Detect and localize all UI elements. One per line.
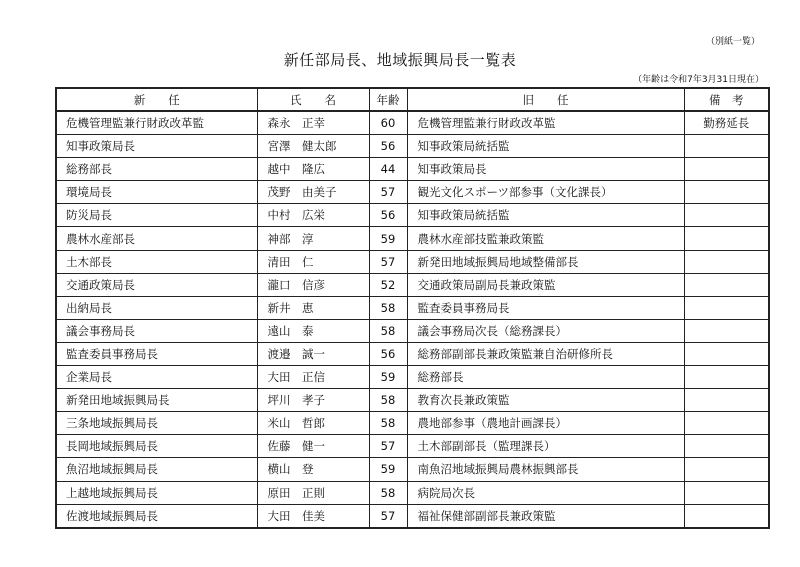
table-row xyxy=(56,504,769,528)
header-new-post: 新 任 xyxy=(56,88,257,111)
name-cell: 大田 正信 xyxy=(257,366,369,389)
old-post-cell: 総務部長 xyxy=(407,366,684,389)
old-post-cell: 監査委員事務局長 xyxy=(407,296,684,319)
table-row xyxy=(56,135,769,158)
note-cell: 勤務延長 xyxy=(684,111,769,135)
new-post-cell: 総務部長 xyxy=(56,158,257,181)
table-row xyxy=(56,158,769,181)
old-post-cell: 危機管理監兼行財政改革監 xyxy=(407,111,684,135)
table-row xyxy=(56,273,769,296)
name-cell: 遠山 泰 xyxy=(257,319,369,342)
age-cell: 59 xyxy=(369,366,407,389)
age-cell: 44 xyxy=(369,158,407,181)
table-row xyxy=(56,366,769,389)
table-row xyxy=(56,481,769,504)
old-post-cell: 新発田地域振興局地域整備部長 xyxy=(407,250,684,273)
header-old-post: 旧 任 xyxy=(407,88,684,111)
new-post-cell: 上越地域振興局長 xyxy=(56,481,257,504)
name-cell: 中村 広栄 xyxy=(257,204,369,227)
new-post-cell: 企業局長 xyxy=(56,366,257,389)
old-post-cell: 南魚沼地域振興局農林振興部長 xyxy=(407,458,684,481)
personnel-table xyxy=(55,87,770,529)
note-cell xyxy=(684,389,769,412)
table-row xyxy=(56,412,769,435)
old-post-cell: 病院局次長 xyxy=(407,481,684,504)
header-age: 年齢 xyxy=(369,88,407,111)
old-post-cell: 知事政策局長 xyxy=(407,158,684,181)
header-name: 氏 名 xyxy=(257,88,369,111)
note-cell xyxy=(684,250,769,273)
new-post-cell: 長岡地域振興局長 xyxy=(56,435,257,458)
age-cell: 58 xyxy=(369,412,407,435)
table-row xyxy=(56,181,769,204)
note-cell xyxy=(684,504,769,528)
age-cell: 58 xyxy=(369,481,407,504)
name-cell: 新井 恵 xyxy=(257,296,369,319)
old-post-cell: 土木部副部長（監理課長） xyxy=(407,435,684,458)
name-cell: 坪川 孝子 xyxy=(257,389,369,412)
new-post-cell: 新発田地域振興局長 xyxy=(56,389,257,412)
age-cell: 52 xyxy=(369,273,407,296)
age-cell: 58 xyxy=(369,389,407,412)
note-cell xyxy=(684,181,769,204)
age-cell: 57 xyxy=(369,435,407,458)
table-row xyxy=(56,342,769,365)
new-post-cell: 知事政策局長 xyxy=(56,135,257,158)
table-row xyxy=(56,296,769,319)
old-post-cell: 議会事務局次長（総務課長） xyxy=(407,319,684,342)
old-post-cell: 福祉保健部副部長兼政策監 xyxy=(407,504,684,528)
table-row xyxy=(56,458,769,481)
note-cell xyxy=(684,135,769,158)
note-cell xyxy=(684,158,769,181)
page-title: 新任部局長、地域振興局長一覧表 xyxy=(283,51,517,69)
note-cell xyxy=(684,204,769,227)
old-post-cell: 観光文化スポーツ部参事（文化課長） xyxy=(407,181,684,204)
table-row xyxy=(56,250,769,273)
old-post-cell: 農林水産部技監兼政策監 xyxy=(407,227,684,250)
note-cell xyxy=(684,273,769,296)
note-cell xyxy=(684,481,769,504)
attachment-label: （別紙一覧） xyxy=(705,37,760,47)
age-cell: 59 xyxy=(369,227,407,250)
table-row xyxy=(56,227,769,250)
table-body xyxy=(56,111,769,528)
new-post-cell: 三条地域振興局長 xyxy=(56,412,257,435)
old-post-cell: 知事政策局統括監 xyxy=(407,204,684,227)
new-post-cell: 交通政策局長 xyxy=(56,273,257,296)
name-cell: 米山 哲郎 xyxy=(257,412,369,435)
note-cell xyxy=(684,412,769,435)
old-post-cell: 総務部副部長兼政策監兼自治研修所長 xyxy=(407,342,684,365)
name-cell: 原田 正則 xyxy=(257,481,369,504)
age-cell: 56 xyxy=(369,342,407,365)
name-cell: 森永 正幸 xyxy=(257,111,369,135)
new-post-cell: 出納局長 xyxy=(56,296,257,319)
new-post-cell: 環境局長 xyxy=(56,181,257,204)
table-row xyxy=(56,319,769,342)
note-cell xyxy=(684,227,769,250)
new-post-cell: 議会事務局長 xyxy=(56,319,257,342)
age-cell: 60 xyxy=(369,111,407,135)
note-cell xyxy=(684,342,769,365)
new-post-cell: 農林水産部長 xyxy=(56,227,257,250)
age-cell: 56 xyxy=(369,204,407,227)
name-cell: 清田 仁 xyxy=(257,250,369,273)
age-cell: 58 xyxy=(369,296,407,319)
new-post-cell: 魚沼地域振興局長 xyxy=(56,458,257,481)
name-cell: 神部 淳 xyxy=(257,227,369,250)
as-of-note: （年齢は令和7年3月31日現在） xyxy=(633,75,764,85)
header-note: 備 考 xyxy=(684,88,769,111)
new-post-cell: 土木部長 xyxy=(56,250,257,273)
new-post-cell: 佐渡地域振興局長 xyxy=(56,504,257,528)
note-cell xyxy=(684,458,769,481)
age-cell: 57 xyxy=(369,504,407,528)
note-cell xyxy=(684,296,769,319)
table-row xyxy=(56,204,769,227)
age-cell: 58 xyxy=(369,319,407,342)
new-post-cell: 危機管理監兼行財政改革監 xyxy=(56,111,257,135)
new-post-cell: 監査委員事務局長 xyxy=(56,342,257,365)
name-cell: 瀧口 信彦 xyxy=(257,273,369,296)
table-header-row xyxy=(56,88,769,111)
table-row xyxy=(56,111,769,135)
table-row xyxy=(56,389,769,412)
note-cell xyxy=(684,435,769,458)
name-cell: 横山 登 xyxy=(257,458,369,481)
new-post-cell: 防災局長 xyxy=(56,204,257,227)
name-cell: 渡邉 誠一 xyxy=(257,342,369,365)
age-cell: 57 xyxy=(369,181,407,204)
table-row xyxy=(56,435,769,458)
name-cell: 宮澤 健太郎 xyxy=(257,135,369,158)
note-cell xyxy=(684,319,769,342)
age-cell: 56 xyxy=(369,135,407,158)
name-cell: 大田 佳美 xyxy=(257,504,369,528)
old-post-cell: 農地部参事（農地計画課長） xyxy=(407,412,684,435)
note-cell xyxy=(684,366,769,389)
age-cell: 59 xyxy=(369,458,407,481)
old-post-cell: 教育次長兼政策監 xyxy=(407,389,684,412)
old-post-cell: 知事政策局統括監 xyxy=(407,135,684,158)
name-cell: 佐藤 健一 xyxy=(257,435,369,458)
name-cell: 茂野 由美子 xyxy=(257,181,369,204)
old-post-cell: 交通政策局副局長兼政策監 xyxy=(407,273,684,296)
name-cell: 越中 隆広 xyxy=(257,158,369,181)
age-cell: 57 xyxy=(369,250,407,273)
